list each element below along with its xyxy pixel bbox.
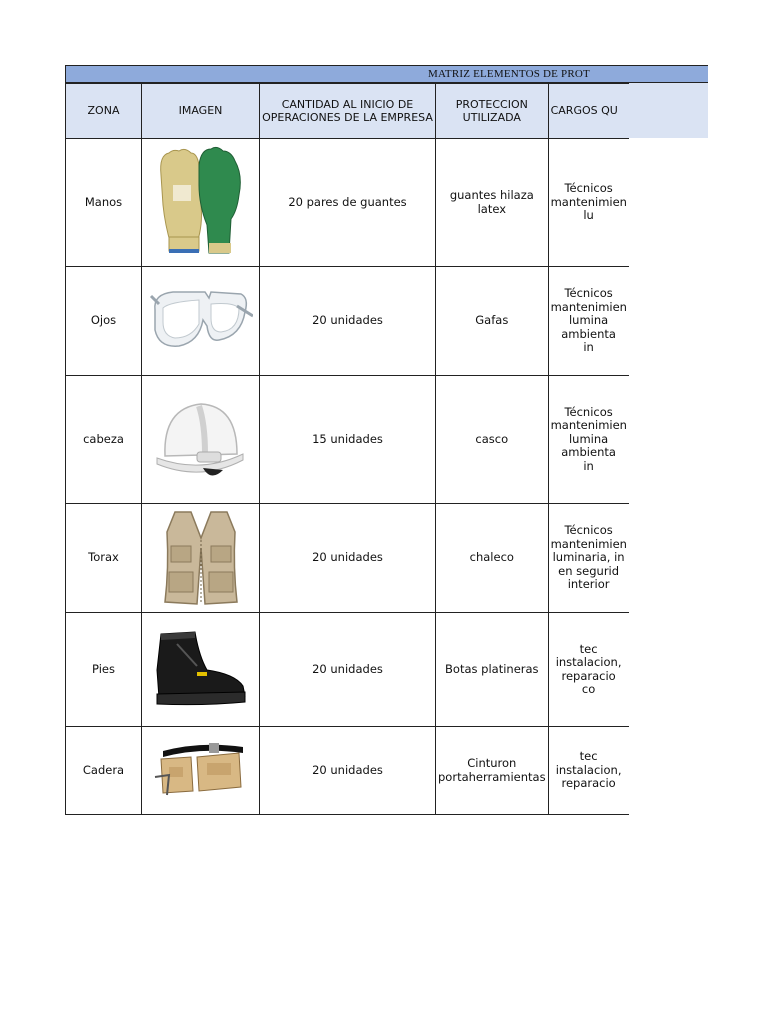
cantidad-cell: 20 pares de guantes (260, 139, 436, 267)
zona-cell: Ojos (66, 267, 142, 376)
table-row (66, 504, 629, 613)
cargos-text: tec instalacion, reparacio co (555, 642, 622, 696)
image-cell (142, 267, 260, 376)
header-row (66, 84, 629, 139)
image-cell (142, 504, 260, 613)
cargos-text: tec instalacion, reparacio (555, 750, 622, 791)
zona-cell: Cadera (66, 727, 142, 815)
cantidad-cell: 20 unidades (260, 267, 436, 376)
cargos-cell (548, 613, 629, 727)
table-row (66, 613, 629, 727)
zona-cell: Pies (66, 613, 142, 727)
proteccion-cell: casco (436, 376, 549, 504)
table-row (66, 727, 629, 815)
cargos-text: Técnicos mantenimien lumina ambienta in (550, 287, 627, 355)
cantidad-cell: 20 unidades (260, 613, 436, 727)
cargos-text: Técnicos mantenimien lumina ambienta in (550, 405, 627, 473)
cargos-text: Técnicos mantenimien lu (550, 182, 627, 223)
header-imagen: IMAGEN (142, 84, 260, 139)
proteccion-cell: chaleco (436, 504, 549, 613)
zona-cell: Manos (66, 139, 142, 267)
image-cell (142, 613, 260, 727)
header-cantidad: CANTIDAD AL INICIO DE OPERACIONES DE LA EMPRESA (260, 84, 436, 139)
matrix-title: MATRIZ ELEMENTOS DE PROT (428, 68, 590, 80)
zona-cell: cabeza (66, 376, 142, 504)
cantidad-cell: 20 unidades (260, 504, 436, 613)
gloves-icon (151, 145, 251, 261)
cargos-cell (548, 727, 629, 815)
proteccion-cell: guantes hilaza latex (436, 139, 549, 267)
proteccion-cell: Botas platineras (436, 613, 549, 727)
cargos-text: Técnicos mantenimien luminaria, in en segurid interior (550, 524, 627, 592)
table-row (66, 139, 629, 267)
title-bar (65, 65, 708, 83)
zona-cell: Torax (66, 504, 142, 613)
header-cargos: CARGOS QU (548, 84, 629, 139)
tool-belt-icon (153, 739, 249, 803)
header-zona: ZONA (66, 84, 142, 139)
image-cell (142, 139, 260, 267)
proteccion-cell: Gafas (436, 267, 549, 376)
table-row (66, 376, 629, 504)
ppe-table (65, 83, 629, 815)
table-row (66, 267, 629, 376)
cantidad-cell: 15 unidades (260, 376, 436, 504)
image-cell (142, 376, 260, 504)
cargos-cell (548, 267, 629, 376)
header-proteccion: PROTECCION UTILIZADA (436, 84, 549, 139)
cargos-cell (548, 504, 629, 613)
image-cell (142, 727, 260, 815)
vest-icon (161, 508, 241, 608)
boot-icon (153, 630, 249, 710)
proteccion-cell: Cinturon portaherramientas (436, 727, 549, 815)
safety-glasses-icon (149, 286, 253, 356)
cargos-cell (548, 139, 629, 267)
helmet-icon (155, 394, 247, 486)
cantidad-cell: 20 unidades (260, 727, 436, 815)
cargos-cell (548, 376, 629, 504)
